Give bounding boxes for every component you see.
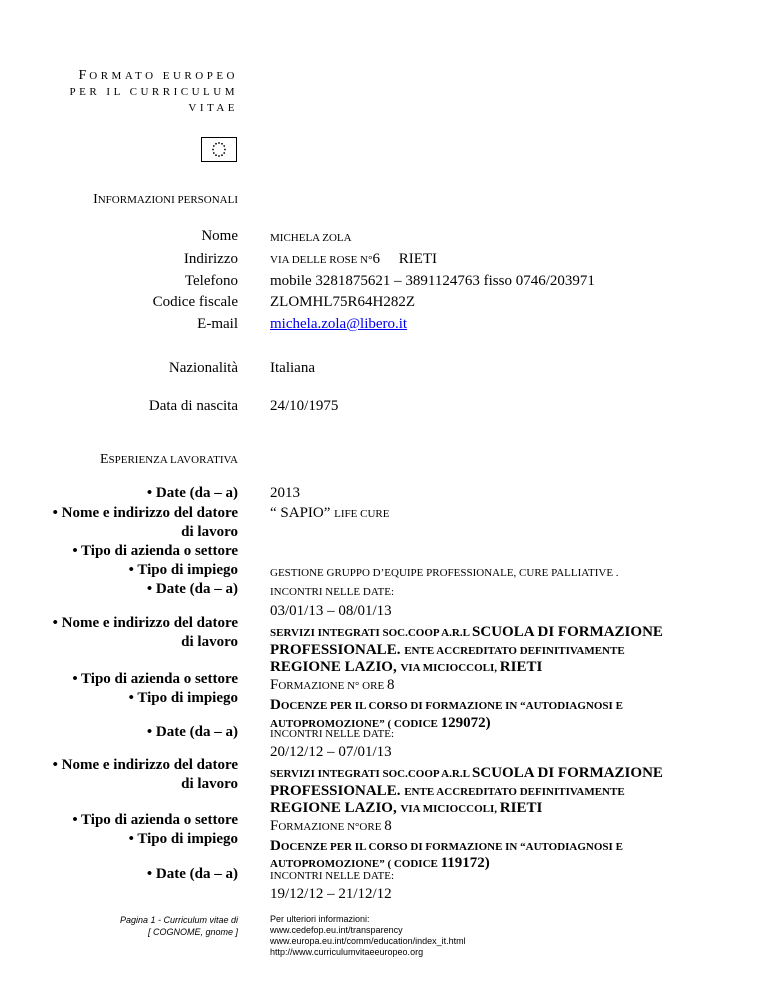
label-telefono: Telefono xyxy=(184,273,238,289)
header-line1: FORMATO EUROPEO xyxy=(78,68,238,83)
value-codice-fiscale: ZLOMHL75R64H282Z xyxy=(270,294,415,310)
value-e3-settore: FORMAZIONE N°ORE 8 xyxy=(270,818,392,834)
value-e3-impiego-l2: AUTOPROMOZIONE” ( CODICE 119172) xyxy=(270,855,490,871)
header-line2: PER IL CURRICULUM xyxy=(69,86,238,98)
footer-page-info xyxy=(120,914,238,938)
value-e2-datore-l1: SERVIZI INTEGRATI SOC.COOP A.R.L SCUOLA DI FORMAZIONE xyxy=(270,624,663,640)
footer-link-europa[interactable]: www.europa.eu.int/comm/education/index_it.html xyxy=(270,936,466,946)
value-e2-settore: FORMAZIONE N° ORE 8 xyxy=(270,677,395,693)
footer-link-cedefop[interactable]: www.cedefop.eu.int/transparency xyxy=(270,925,403,935)
value-e2-datore-l2: PROFESSIONALE. ENTE ACCREDITATO DEFINITIVAMENTE xyxy=(270,642,625,658)
value-e2-dates: 03/01/13 – 08/01/13 xyxy=(270,603,392,619)
label-date-3: • Date (da – a) xyxy=(146,724,238,740)
value-e4-intro: INCONTRI NELLE DATE: xyxy=(270,870,395,882)
label-indirizzo: Indirizzo xyxy=(183,251,238,267)
label-nome: Nome xyxy=(201,228,238,244)
value-data-nascita: 24/10/1975 xyxy=(270,398,339,414)
header-line3: VITAE xyxy=(188,102,238,114)
email-link[interactable]: michela.zola@libero.it xyxy=(270,316,408,332)
label-date-2: • Date (da – a) xyxy=(146,581,238,597)
header-title xyxy=(70,68,239,116)
label-impiego-3: • Tipo di impiego xyxy=(128,831,238,847)
footer-link-cv[interactable]: http://www.curriculumvitaeeuropeo.org xyxy=(270,947,424,957)
eu-flag-icon xyxy=(201,137,237,162)
value-e2-impiego-l1: DOCENZE PER IL CORSO DI FORMAZIONE IN “AUTODIAGNOSI E xyxy=(270,697,623,713)
label-datore-2: • Nome e indirizzo del datore xyxy=(52,615,238,631)
label-datore-1b: di lavoro xyxy=(181,524,238,540)
value-nome: MICHELA ZOLA xyxy=(270,232,352,244)
label-datore-3b: di lavoro xyxy=(181,776,238,792)
value-telefono: mobile 3281875621 – 3891124763 fisso 0746/203971 xyxy=(270,273,595,289)
value-e2-datore-l3: REGIONE LAZIO, VIA MICIOCCOLI, RIETI xyxy=(270,659,543,675)
label-datore-1: • Nome e indirizzo del datore xyxy=(52,505,238,521)
section-personal-info: INFORMAZIONI PERSONALI xyxy=(93,192,238,207)
value-e1-impiego: GESTIONE GRUPPO D’EQUIPE PROFESSIONALE, CURE PALLIATIVE . xyxy=(270,567,619,579)
label-impiego-2: • Tipo di impiego xyxy=(128,690,238,706)
value-e1-datore: “ SAPIO” LIFE CURE xyxy=(270,505,390,521)
label-settore-3: • Tipo di azienda o settore xyxy=(72,812,238,828)
label-data-nascita: Data di nascita xyxy=(148,398,238,414)
footer-links xyxy=(270,914,466,958)
value-e2-impiego-l2: AUTOPROMOZIONE” ( CODICE 129072) xyxy=(270,715,491,731)
label-date-4: • Date (da – a) xyxy=(146,866,238,882)
label-codice-fiscale: Codice fiscale xyxy=(152,294,238,310)
value-e1-date: 2013 xyxy=(270,485,300,501)
value-e3-datore-l3: REGIONE LAZIO, VIA MICIOCCOLI, RIETI xyxy=(270,800,543,816)
section-experience: ESPERIENZA LAVORATIVA xyxy=(99,452,238,467)
label-settore-2: • Tipo di azienda o settore xyxy=(72,671,238,687)
value-e3-datore-l1: SERVIZI INTEGRATI SOC.COOP A.R.L SCUOLA DI FORMAZIONE xyxy=(270,765,663,781)
label-nazionalita: Nazionalità xyxy=(168,360,238,376)
value-e3-datore-l2: PROFESSIONALE. ENTE ACCREDITATO DEFINITIVAMENTE xyxy=(270,783,625,799)
label-datore-2b: di lavoro xyxy=(181,634,238,650)
value-e4-dates: 19/12/12 – 21/12/12 xyxy=(270,886,392,902)
label-impiego-1: • Tipo di impiego xyxy=(128,562,238,578)
label-email: E-mail xyxy=(197,316,238,332)
value-nazionalita: Italiana xyxy=(270,360,315,376)
value-e3-impiego-l1: DOCENZE PER IL CORSO DI FORMAZIONE IN “AUTODIAGNOSI E xyxy=(270,838,623,854)
footer-info-label: Per ulteriori informazioni: xyxy=(270,914,370,924)
value-indirizzo: VIA DELLE ROSE N°6 RIETI xyxy=(270,251,438,267)
footer-page-line2: [ COGNOME, gnome ] xyxy=(147,927,238,937)
value-e3-intro: INCONTRI NELLE DATE: xyxy=(270,728,395,740)
label-settore-1: • Tipo di azienda o settore xyxy=(72,543,238,559)
value-e3-dates: 20/12/12 – 07/01/13 xyxy=(270,744,392,760)
label-datore-3: • Nome e indirizzo del datore xyxy=(52,757,238,773)
value-e2-intro: INCONTRI NELLE DATE: xyxy=(270,586,395,598)
label-date-1: • Date (da – a) xyxy=(146,485,238,501)
footer-page-line1: Pagina 1 - Curriculum vitae di xyxy=(119,915,238,925)
